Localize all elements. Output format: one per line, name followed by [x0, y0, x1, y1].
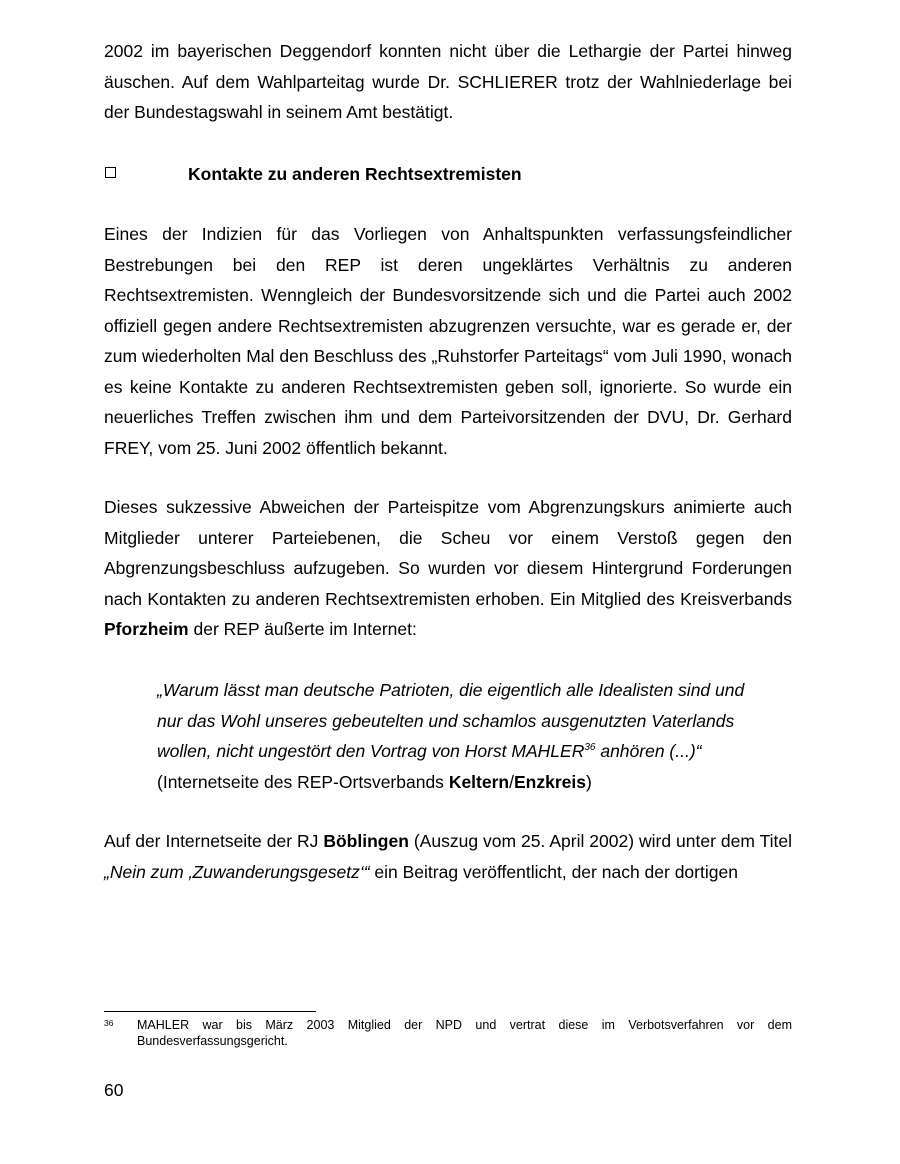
quote-text: „Warum lässt man deutsche Patrioten, die eigentlich alle Idealisten sind und nur das Wohl unseres gebeutelten und schamlos ausgenutzten Vaterlands wollen, nicht ungestört den Vortrag von Horst MAHLER: [157, 680, 745, 761]
footnote: [104, 1018, 792, 1049]
footnote-number: 36: [104, 1018, 114, 1028]
footnote-text: MAHLER war bis März 2003 Mitglied der NPD und vertrat diese im Verbotsverfahren vor dem Bundesverfassungsgericht.: [137, 1018, 792, 1048]
block-quote: [157, 675, 767, 797]
paragraph-abweichen-tail: der REP äußerte im Internet:: [193, 619, 417, 639]
bold-enzkreis: Enzkreis: [513, 771, 586, 792]
paragraph-boeblingen-middle: (Auszug vom 25. April 2002) wird unter dem Titel: [413, 831, 792, 851]
quote-source-separator: /: [509, 771, 514, 792]
paragraph-boeblingen-prefix: Auf der Internetseite der RJ: [104, 831, 319, 851]
bold-boeblingen: Böblingen: [323, 831, 409, 851]
bold-keltern: Keltern: [448, 771, 510, 792]
quote-source-suffix: ): [585, 771, 592, 792]
paragraph-abweichen-text: Dieses sukzessive Abweichen der Parteispitze vom Abgrenzungskurs animierte auch Mitglieder unterer Parteiebenen, die Scheu vor einem Verstoß gegen den Abgrenzungsbeschluss aufzugeben. So wurden vor diesem Hintergrund Forderungen nach Kontakten zu anderen Rechtsextremisten erhoben. Ein Mitglied des Kreisverbands: [104, 497, 792, 609]
checkbox-icon: [105, 167, 116, 178]
quote-source-prefix: (Internetseite des REP-Ortsverbands: [157, 771, 444, 792]
section-heading: [104, 159, 792, 189]
quote-text-end: anhören (...)“: [600, 741, 702, 761]
footnote-reference: 36: [584, 742, 596, 753]
bold-pforzheim: Pforzheim: [104, 619, 189, 639]
footnote-divider: [104, 1011, 316, 1012]
page-number: 60: [104, 1080, 124, 1100]
italic-title: „Nein zum ‚Zuwanderungsgesetz‘“: [104, 861, 370, 882]
paragraph-indizien: Eines der Indizien für das Vorliegen von Anhaltspunkten verfassungsfeindlicher Bestrebungen bei den REP ist deren ungeklärtes Verhältnis zu anderen Rechtsextremisten. Wenngleich der Bundesvorsitzende sich und die Partei auch 2002 offiziell gegen andere Rechtsextremisten abzugrenzen versuchte, war es gerade er, der zum wiederholten Mal den Beschluss des „Ruhstorfer Parteitags“ vom Juli 1990, wonach es keine Kontakte zu anderen Rechtsextremisten geben soll, ignorierte. So wurde ein neuerliches Treffen zwischen ihm und dem Parteivorsitzenden der DVU, Dr. Gerhard FREY, vom 25. Juni 2002 öffentlich bekannt.: [104, 224, 792, 458]
paragraph-boeblingen-suffix: ein Beitrag veröffentlicht, der nach der dortigen: [374, 861, 738, 882]
section-heading-text: Kontakte zu anderen Rechtsextremisten: [188, 164, 522, 184]
paragraph-abweichen: [104, 492, 792, 645]
paragraph-deggendorf: 2002 im bayerischen Deggendorf konnten nicht über die Lethargie der Partei hinweg äuschen. Auf dem Wahlparteitag wurde Dr. SCHLIERER trotz der Wahlniederlage bei der Bundestagswahl in seinem Amt bestätigt.: [104, 41, 792, 122]
paragraph-boeblingen: [104, 826, 792, 887]
